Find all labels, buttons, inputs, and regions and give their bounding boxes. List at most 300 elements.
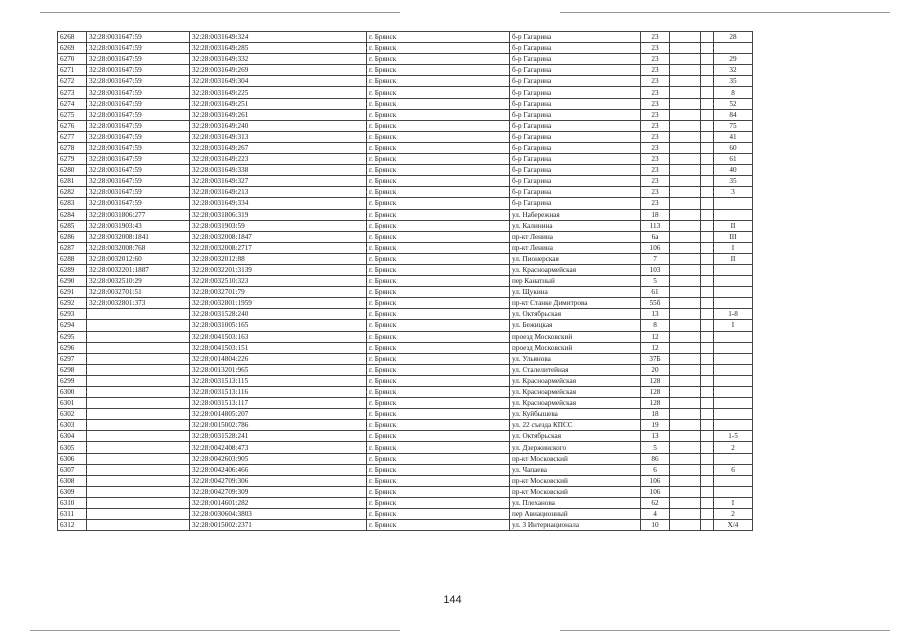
object-cadastral-number-cell: 32:28:0031649:334	[190, 198, 367, 209]
apartment-cell: 3	[714, 187, 753, 198]
apartment-cell	[714, 387, 753, 398]
city-cell: г. Брянск	[367, 442, 510, 453]
object-cadastral-number-cell: 32:28:0032701:79	[190, 287, 367, 298]
street-cell: пр-кт Ленина	[510, 231, 641, 242]
apartment-cell: II	[714, 253, 753, 264]
city-cell: г. Брянск	[367, 54, 510, 65]
apartment-cell: 1-8	[714, 309, 753, 320]
parcel-cadastral-number-cell	[87, 420, 190, 431]
row-number-cell: 6282	[58, 187, 87, 198]
street-cell: пр-кт Московский	[510, 486, 641, 497]
street-cell: ул. Красноармейская	[510, 375, 641, 386]
block-cell	[701, 364, 714, 375]
table-row	[58, 253, 753, 264]
parcel-cadastral-number-cell	[87, 509, 190, 520]
block-cell	[701, 209, 714, 220]
parcel-cadastral-number-cell	[87, 342, 190, 353]
row-number-cell: 6312	[58, 520, 87, 531]
street-cell: ул. Ульянова	[510, 353, 641, 364]
block-cell	[701, 187, 714, 198]
parcel-cadastral-number-cell	[87, 331, 190, 342]
object-cadastral-number-cell: 32:28:0031528:241	[190, 431, 367, 442]
city-cell: г. Брянск	[367, 409, 510, 420]
table-row	[58, 398, 753, 409]
block-cell	[701, 253, 714, 264]
apartment-cell	[714, 353, 753, 364]
row-number-cell: 6297	[58, 353, 87, 364]
building-cell	[670, 431, 701, 442]
house-number-cell: 23	[641, 98, 670, 109]
row-number-cell: 6294	[58, 320, 87, 331]
object-cadastral-number-cell: 32:28:0042709:309	[190, 486, 367, 497]
block-cell	[701, 109, 714, 120]
object-cadastral-number-cell: 32:28:0041503:163	[190, 331, 367, 342]
parcel-cadastral-number-cell	[87, 364, 190, 375]
object-cadastral-number-cell: 32:28:0031528:240	[190, 309, 367, 320]
parcel-cadastral-number-cell: 32:28:0032008:1841	[87, 231, 190, 242]
street-cell: б-р Гагарина	[510, 109, 641, 120]
table-row	[58, 353, 753, 364]
block-cell	[701, 320, 714, 331]
house-number-cell: 8	[641, 320, 670, 331]
street-cell: пр-кт Станке Димитрова	[510, 298, 641, 309]
street-cell: ул. Дзержинского	[510, 442, 641, 453]
house-number-cell: 12	[641, 342, 670, 353]
row-number-cell: 6302	[58, 409, 87, 420]
parcel-cadastral-number-cell: 32:28:0031647:59	[87, 98, 190, 109]
table-row	[58, 409, 753, 420]
object-cadastral-number-cell: 32:28:0032012:88	[190, 253, 367, 264]
row-number-cell: 6289	[58, 264, 87, 275]
city-cell: г. Брянск	[367, 176, 510, 187]
city-cell: г. Брянск	[367, 231, 510, 242]
table-row	[58, 453, 753, 464]
row-number-cell: 6281	[58, 176, 87, 187]
row-number-cell: 6308	[58, 475, 87, 486]
street-cell: б-р Гагарина	[510, 76, 641, 87]
building-cell	[670, 187, 701, 198]
apartment-cell: 61	[714, 154, 753, 165]
table-row	[58, 165, 753, 176]
house-number-cell: 23	[641, 142, 670, 153]
parcel-cadastral-number-cell: 32:28:0031806:277	[87, 209, 190, 220]
block-cell	[701, 142, 714, 153]
parcel-cadastral-number-cell	[87, 475, 190, 486]
street-cell: пр-кт Ленина	[510, 242, 641, 253]
table-row	[58, 242, 753, 253]
street-cell: ул. Пионерская	[510, 253, 641, 264]
row-number-cell: 6304	[58, 431, 87, 442]
table-row	[58, 264, 753, 275]
row-number-cell: 6274	[58, 98, 87, 109]
parcel-cadastral-number-cell	[87, 442, 190, 453]
row-number-cell: 6287	[58, 242, 87, 253]
house-number-cell: 23	[641, 109, 670, 120]
block-cell	[701, 409, 714, 420]
apartment-cell: II	[714, 220, 753, 231]
city-cell: г. Брянск	[367, 342, 510, 353]
parcel-cadastral-number-cell: 32:28:0032701:51	[87, 287, 190, 298]
block-cell	[701, 431, 714, 442]
building-cell	[670, 32, 701, 43]
building-cell	[670, 220, 701, 231]
block-cell	[701, 43, 714, 54]
street-cell: ул. 22 съезда КПСС	[510, 420, 641, 431]
block-cell	[701, 353, 714, 364]
row-number-cell: 6303	[58, 420, 87, 431]
house-number-cell: 23	[641, 187, 670, 198]
city-cell: г. Брянск	[367, 309, 510, 320]
apartment-cell	[714, 287, 753, 298]
street-cell: проезд Московский	[510, 342, 641, 353]
city-cell: г. Брянск	[367, 165, 510, 176]
house-number-cell: 23	[641, 165, 670, 176]
parcel-cadastral-number-cell	[87, 520, 190, 531]
building-cell	[670, 387, 701, 398]
street-cell: ул. Бежицкая	[510, 320, 641, 331]
street-cell: б-р Гагарина	[510, 54, 641, 65]
block-cell	[701, 198, 714, 209]
city-cell: г. Брянск	[367, 220, 510, 231]
street-cell: б-р Гагарина	[510, 98, 641, 109]
table-row	[58, 198, 753, 209]
table-row	[58, 154, 753, 165]
parcel-cadastral-number-cell: 32:28:0031647:59	[87, 142, 190, 153]
house-number-cell: 5	[641, 276, 670, 287]
street-cell: ул. Щукина	[510, 287, 641, 298]
building-cell	[670, 165, 701, 176]
building-cell	[670, 298, 701, 309]
row-number-cell: 6278	[58, 142, 87, 153]
object-cadastral-number-cell: 32:28:0031513:117	[190, 398, 367, 409]
parcel-cadastral-number-cell	[87, 375, 190, 386]
building-cell	[670, 98, 701, 109]
apartment-cell: 29	[714, 54, 753, 65]
street-cell: б-р Гагарина	[510, 165, 641, 176]
block-cell	[701, 486, 714, 497]
apartment-cell: 6	[714, 464, 753, 475]
street-cell: б-р Гагарина	[510, 131, 641, 142]
street-cell: проезд Московский	[510, 331, 641, 342]
street-cell: ул. Набережная	[510, 209, 641, 220]
house-number-cell: 128	[641, 387, 670, 398]
object-cadastral-number-cell: 32:28:0031649:304	[190, 76, 367, 87]
parcel-cadastral-number-cell: 32:28:0031647:59	[87, 87, 190, 98]
top-rule-right	[560, 12, 890, 13]
table-row	[58, 475, 753, 486]
row-number-cell: 6271	[58, 65, 87, 76]
apartment-cell: 2	[714, 509, 753, 520]
parcel-cadastral-number-cell	[87, 387, 190, 398]
parcel-cadastral-number-cell: 32:28:0031903:43	[87, 220, 190, 231]
street-cell: пр-кт Московский	[510, 453, 641, 464]
parcel-cadastral-number-cell: 32:28:0031647:59	[87, 176, 190, 187]
row-number-cell: 6295	[58, 331, 87, 342]
city-cell: г. Брянск	[367, 453, 510, 464]
row-number-cell: 6311	[58, 509, 87, 520]
row-number-cell: 6272	[58, 76, 87, 87]
city-cell: г. Брянск	[367, 375, 510, 386]
house-number-cell: 10	[641, 520, 670, 531]
row-number-cell: 6273	[58, 87, 87, 98]
city-cell: г. Брянск	[367, 209, 510, 220]
block-cell	[701, 87, 714, 98]
table-row	[58, 331, 753, 342]
building-cell	[670, 320, 701, 331]
block-cell	[701, 54, 714, 65]
street-cell: б-р Гагарина	[510, 198, 641, 209]
parcel-cadastral-number-cell: 32:28:0031647:59	[87, 131, 190, 142]
parcel-cadastral-number-cell: 32:28:0031647:59	[87, 43, 190, 54]
building-cell	[670, 331, 701, 342]
object-cadastral-number-cell: 32:28:0031649:338	[190, 165, 367, 176]
apartment-cell	[714, 342, 753, 353]
table-row	[58, 420, 753, 431]
block-cell	[701, 242, 714, 253]
table-row	[58, 109, 753, 120]
row-number-cell: 6310	[58, 497, 87, 508]
building-cell	[670, 43, 701, 54]
city-cell: г. Брянск	[367, 98, 510, 109]
house-number-cell: 13	[641, 309, 670, 320]
block-cell	[701, 497, 714, 508]
building-cell	[670, 309, 701, 320]
street-cell: пр-кт Московский	[510, 475, 641, 486]
street-cell: ул. Красноармейская	[510, 264, 641, 275]
table-row	[58, 220, 753, 231]
block-cell	[701, 420, 714, 431]
house-number-cell: 6	[641, 464, 670, 475]
street-cell: б-р Гагарина	[510, 187, 641, 198]
city-cell: г. Брянск	[367, 120, 510, 131]
parcel-cadastral-number-cell: 32:28:0031647:59	[87, 109, 190, 120]
house-number-cell: 23	[641, 54, 670, 65]
street-cell: б-р Гагарина	[510, 142, 641, 153]
house-number-cell: 4	[641, 509, 670, 520]
parcel-cadastral-number-cell	[87, 486, 190, 497]
parcel-cadastral-number-cell	[87, 353, 190, 364]
table-row	[58, 375, 753, 386]
object-cadastral-number-cell: 32:28:0031649:313	[190, 131, 367, 142]
street-cell: ул. Красноармейская	[510, 387, 641, 398]
apartment-cell	[714, 276, 753, 287]
house-number-cell: 106	[641, 475, 670, 486]
block-cell	[701, 331, 714, 342]
block-cell	[701, 76, 714, 87]
house-number-cell: 55б	[641, 298, 670, 309]
table-row	[58, 87, 753, 98]
house-number-cell: 20	[641, 364, 670, 375]
object-cadastral-number-cell: 32:28:0042408:473	[190, 442, 367, 453]
apartment-cell: I	[714, 497, 753, 508]
street-cell: б-р Гагарина	[510, 43, 641, 54]
block-cell	[701, 287, 714, 298]
object-cadastral-number-cell: 32:28:0014804:226	[190, 353, 367, 364]
building-cell	[670, 353, 701, 364]
parcel-cadastral-number-cell: 32:28:0031647:59	[87, 165, 190, 176]
house-number-cell: 7	[641, 253, 670, 264]
house-number-cell: 23	[641, 43, 670, 54]
street-cell: б-р Гагарина	[510, 87, 641, 98]
row-number-cell: 6277	[58, 131, 87, 142]
building-cell	[670, 398, 701, 409]
object-cadastral-number-cell: 32:28:0031649:324	[190, 32, 367, 43]
table-row	[58, 342, 753, 353]
table-row	[58, 131, 753, 142]
street-cell: ул. Сталелитейная	[510, 364, 641, 375]
parcel-cadastral-number-cell: 32:28:0031647:59	[87, 65, 190, 76]
parcel-cadastral-number-cell	[87, 431, 190, 442]
parcel-cadastral-number-cell	[87, 497, 190, 508]
street-cell: б-р Гагарина	[510, 154, 641, 165]
apartment-cell: 2	[714, 442, 753, 453]
object-cadastral-number-cell: 32:28:0015002:2371	[190, 520, 367, 531]
building-cell	[670, 54, 701, 65]
table-row	[58, 65, 753, 76]
street-cell: б-р Гагарина	[510, 120, 641, 131]
apartment-cell: 32	[714, 65, 753, 76]
house-number-cell: 23	[641, 131, 670, 142]
block-cell	[701, 231, 714, 242]
block-cell	[701, 120, 714, 131]
house-number-cell: 18	[641, 409, 670, 420]
row-number-cell: 6283	[58, 198, 87, 209]
building-cell	[670, 142, 701, 153]
city-cell: г. Брянск	[367, 331, 510, 342]
parcel-cadastral-number-cell	[87, 309, 190, 320]
block-cell	[701, 276, 714, 287]
object-cadastral-number-cell: 32:28:0041503:151	[190, 342, 367, 353]
city-cell: г. Брянск	[367, 520, 510, 531]
house-number-cell: 18	[641, 209, 670, 220]
city-cell: г. Брянск	[367, 320, 510, 331]
apartment-cell: 75	[714, 120, 753, 131]
apartment-cell: III	[714, 231, 753, 242]
apartment-cell	[714, 453, 753, 464]
building-cell	[670, 409, 701, 420]
city-cell: г. Брянск	[367, 76, 510, 87]
building-cell	[670, 109, 701, 120]
house-number-cell: 19	[641, 420, 670, 431]
apartment-cell	[714, 209, 753, 220]
house-number-cell: 106	[641, 242, 670, 253]
bottom-rule-left	[30, 630, 400, 631]
street-cell: ул. Октябрьская	[510, 309, 641, 320]
apartment-cell: 8	[714, 87, 753, 98]
table-row	[58, 520, 753, 531]
table-row	[58, 287, 753, 298]
object-cadastral-number-cell: 32:28:0031649:261	[190, 109, 367, 120]
row-number-cell: 6301	[58, 398, 87, 409]
city-cell: г. Брянск	[367, 398, 510, 409]
object-cadastral-number-cell: 32:28:0031649:327	[190, 176, 367, 187]
city-cell: г. Брянск	[367, 87, 510, 98]
city-cell: г. Брянск	[367, 353, 510, 364]
table-row	[58, 231, 753, 242]
row-number-cell: 6306	[58, 453, 87, 464]
house-number-cell: 23	[641, 65, 670, 76]
object-cadastral-number-cell: 32:28:0031649:332	[190, 54, 367, 65]
house-number-cell: 23	[641, 32, 670, 43]
object-cadastral-number-cell: 32:28:0031806:319	[190, 209, 367, 220]
object-cadastral-number-cell: 32:28:0042709:306	[190, 475, 367, 486]
street-cell: ул. Чапаева	[510, 464, 641, 475]
object-cadastral-number-cell: 32:28:0031513:116	[190, 387, 367, 398]
parcel-cadastral-number-cell: 32:28:0031647:59	[87, 76, 190, 87]
block-cell	[701, 32, 714, 43]
parcel-cadastral-number-cell	[87, 398, 190, 409]
apartment-cell: I	[714, 242, 753, 253]
row-number-cell: 6270	[58, 54, 87, 65]
apartment-cell: 41	[714, 131, 753, 142]
building-cell	[670, 242, 701, 253]
house-number-cell: 12	[641, 331, 670, 342]
table-row	[58, 32, 753, 43]
row-number-cell: 6291	[58, 287, 87, 298]
object-cadastral-number-cell: 32:28:0032008:2717	[190, 242, 367, 253]
row-number-cell: 6269	[58, 43, 87, 54]
building-cell	[670, 420, 701, 431]
table-row	[58, 276, 753, 287]
object-cadastral-number-cell: 32:28:0014805:207	[190, 409, 367, 420]
block-cell	[701, 176, 714, 187]
street-cell: б-р Гагарина	[510, 32, 641, 43]
object-cadastral-number-cell: 32:28:0031903:59	[190, 220, 367, 231]
bottom-rule-right	[560, 630, 890, 631]
object-cadastral-number-cell: 32:28:0031649:240	[190, 120, 367, 131]
building-cell	[670, 131, 701, 142]
building-cell	[670, 453, 701, 464]
city-cell: г. Брянск	[367, 65, 510, 76]
table-row	[58, 142, 753, 153]
house-number-cell: 86	[641, 453, 670, 464]
house-number-cell: 62	[641, 497, 670, 508]
street-cell: пер Авиационный	[510, 509, 641, 520]
street-cell: б-р Гагарина	[510, 176, 641, 187]
city-cell: г. Брянск	[367, 154, 510, 165]
table-row	[58, 364, 753, 375]
row-number-cell: 6275	[58, 109, 87, 120]
apartment-cell: 52	[714, 98, 753, 109]
street-cell: ул. 3 Интернационала	[510, 520, 641, 531]
house-number-cell: 128	[641, 398, 670, 409]
apartment-cell: I	[714, 320, 753, 331]
building-cell	[670, 87, 701, 98]
city-cell: г. Брянск	[367, 475, 510, 486]
street-cell: пер Канатный	[510, 276, 641, 287]
object-cadastral-number-cell: 32:28:0031005:165	[190, 320, 367, 331]
street-cell: ул. Красноармейская	[510, 398, 641, 409]
block-cell	[701, 264, 714, 275]
table-row	[58, 387, 753, 398]
row-number-cell: 6288	[58, 253, 87, 264]
building-cell	[670, 364, 701, 375]
row-number-cell: 6279	[58, 154, 87, 165]
row-number-cell: 6280	[58, 165, 87, 176]
property-register-table	[57, 31, 753, 531]
object-cadastral-number-cell: 32:28:0042603:905	[190, 453, 367, 464]
block-cell	[701, 509, 714, 520]
building-cell	[670, 253, 701, 264]
table-row	[58, 176, 753, 187]
parcel-cadastral-number-cell: 32:28:0031647:59	[87, 32, 190, 43]
apartment-cell	[714, 486, 753, 497]
table-row	[58, 486, 753, 497]
building-cell	[670, 287, 701, 298]
apartment-cell: 28	[714, 32, 753, 43]
table-row	[58, 509, 753, 520]
block-cell	[701, 387, 714, 398]
